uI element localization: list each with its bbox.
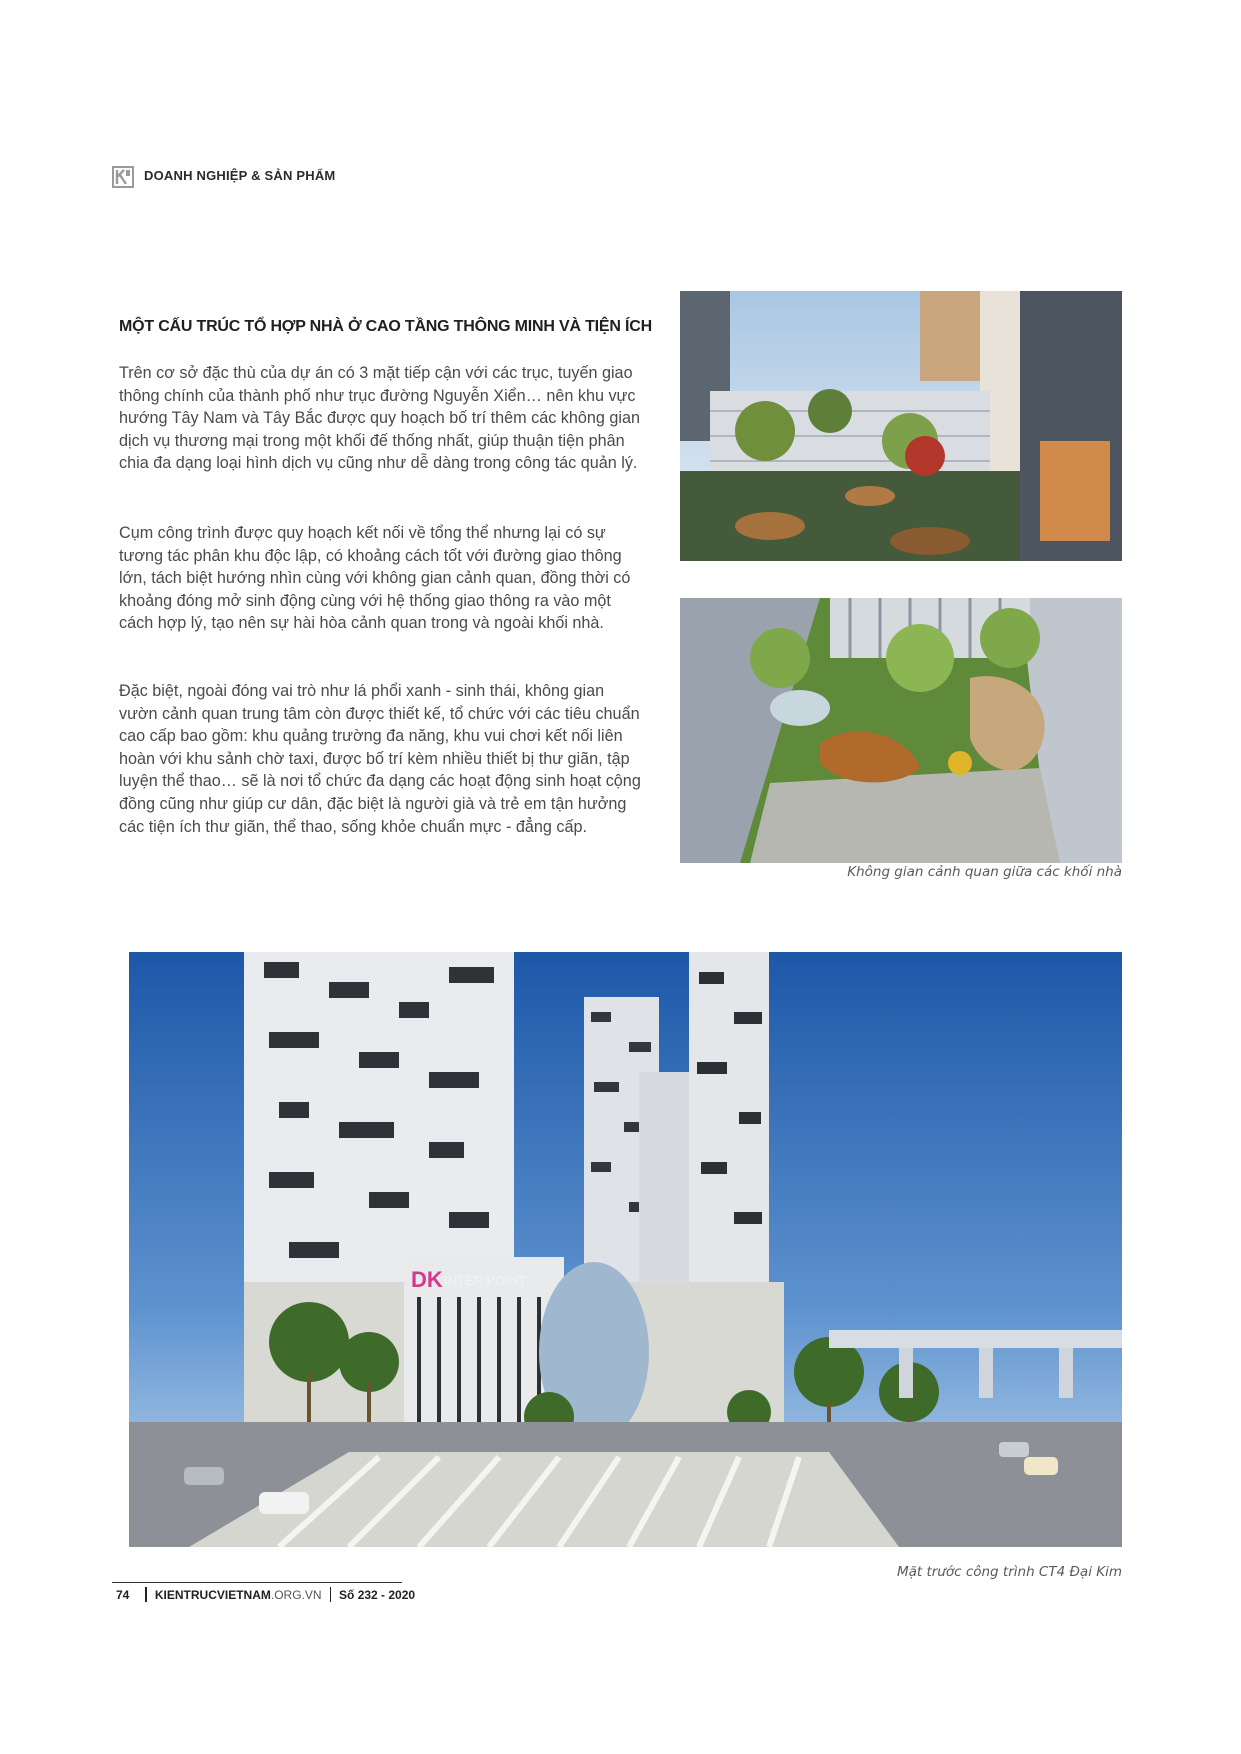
magazine-logo-icon: [112, 166, 134, 188]
article-heading: MỘT CẤU TRÚC TỔ HỢP NHÀ Ở CAO TẦNG THÔNG MINH VÀ TIỆN ÍCH: [119, 318, 652, 335]
page-footer: [116, 1587, 415, 1602]
building-front-photo: [129, 952, 1122, 1547]
article-paragraph: Đặc biệt, ngoài đóng vai trò như lá phổi xanh - sinh thái, không gian vườn cảnh quan trung tâm còn được thiết kế, tổ chức với các tiêu chuẩn cao cấp bao gồm: khu quảng trường đa năng, khu vui chơi kết nối liên hoàn với khu sảnh chờ taxi, được bố trí kèm nhiều thiết bị thư giãn, tập luyện thể thao… sẽ là nơi tổ chức đa dạng các hoạt động sinh hoạt cộng đồng cũng như giúp cư dân, đặc biệt là người già và trẻ em tận hưởng các tiện ích thư giãn, thể thao, sống khỏe chuẩn mực - đẳng cấp.: [119, 682, 641, 836]
courtyard-photo: [680, 291, 1122, 561]
site-name: KIENTRUCVIETNAM: [154, 1587, 271, 1602]
article-paragraph: Trên cơ sở đặc thù của dự án có 3 mặt tiếp cận với các trục, tuyến giao thông chính của thành phố như trục đường Nguyễn Xiển… nên khu vực hướng Tây Nam và Tây Bắc được quy hoạch bố trí thêm các không gian dịch vụ thương mại trong một khối đế thống nhất, giúp thuận tiện phân chia đa dạng loại hình dịch vụ cũng như dễ dàng trong công tác quản lý.: [119, 364, 641, 473]
page-number: 74: [116, 1587, 130, 1602]
footer-divider: [145, 1587, 147, 1602]
section-title: DOANH NGHIỆP & SẢN PHẨM: [144, 168, 336, 183]
issue-number: Số 232 - 2020: [339, 1587, 416, 1602]
building-sign: DK: [411, 1267, 443, 1292]
garden-aerial-photo: [680, 598, 1122, 863]
figure-caption: Mặt trước công trình CT4 Đại Kim: [896, 1564, 1122, 1580]
footer-divider: [330, 1587, 332, 1602]
building-name-sign: INTER POINT: [444, 1273, 527, 1288]
footer-rule: [112, 1582, 402, 1583]
article-paragraph: Cụm công trình được quy hoạch kết nối về tổng thể nhưng lại có sự tương tác phân khu độc lập, có khoảng cách tốt với đường giao thông lớn, tách biệt hướng nhìn cùng với không gian cảnh quan, đồng thời có khoảng đóng mở sinh động cùng với hệ thống giao thông ra vào một cách hợp lý, tạo nên sự hài hòa cảnh quan trong và ngoài khối nhà.: [119, 524, 631, 633]
site-domain: .ORG.VN: [270, 1587, 322, 1602]
figure-caption: Không gian cảnh quan giữa các khối nhà: [847, 864, 1122, 880]
